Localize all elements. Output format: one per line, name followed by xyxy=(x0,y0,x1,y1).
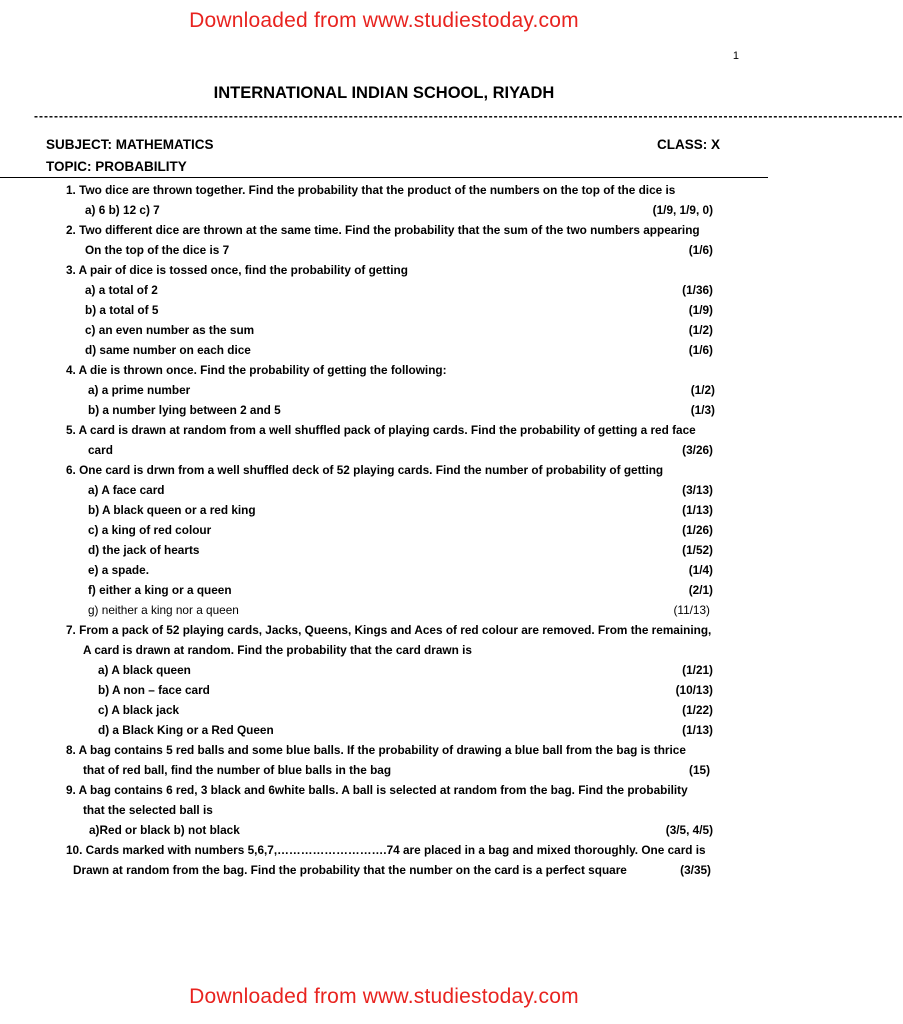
question-line xyxy=(0,680,768,700)
question-line xyxy=(0,620,768,640)
answer-text: (1/9) xyxy=(688,303,713,317)
dashed-divider: ------------------------------------------------------------------------------------------------------------------------------------------------------------------------------ xyxy=(34,109,903,123)
answer-text: (1/36) xyxy=(682,283,713,297)
answer-text: (15) xyxy=(689,763,710,777)
answer-text: (1/6) xyxy=(688,343,713,357)
question-line xyxy=(0,380,768,400)
question-line xyxy=(0,560,768,580)
answer-text: (10/13) xyxy=(675,683,713,697)
question-line xyxy=(0,820,768,840)
answer-text: (1/22) xyxy=(682,703,713,717)
question-line xyxy=(0,440,768,460)
question-text: 4. A die is thrown once. Find the probability of getting the following: xyxy=(66,363,447,377)
question-text: c) a king of red colour xyxy=(88,523,212,537)
question-line xyxy=(0,600,768,620)
answer-text: (1/2) xyxy=(690,383,715,397)
question-text: 3. A pair of dice is tossed once, find the probability of getting xyxy=(66,263,408,277)
answer-text: (3/13) xyxy=(682,483,713,497)
question-text: 10. Cards marked with numbers 5,6,7,……………………….74 are placed in a bag and mixed thoroughly. One card is xyxy=(66,843,706,857)
question-text: a) A face card xyxy=(88,483,165,497)
question-line xyxy=(0,180,768,200)
question-text: 8. A bag contains 5 red balls and some blue balls. If the probability of drawing a blue ball from the bag is thrice xyxy=(66,743,686,757)
answer-text: (1/6) xyxy=(688,243,713,257)
answer-text: (1/26) xyxy=(682,523,713,537)
question-text: e) a spade. xyxy=(88,563,149,577)
question-text: 5. A card is drawn at random from a well shuffled pack of playing cards. Find the probability of getting a red face xyxy=(66,423,696,437)
answer-text: (1/4) xyxy=(688,563,713,577)
subject-label: SUBJECT: MATHEMATICS xyxy=(46,137,214,152)
question-text: a)Red or black b) not black xyxy=(89,823,240,837)
page-number: 1 xyxy=(732,50,739,62)
question-line xyxy=(0,520,768,540)
question-text: that the selected ball is xyxy=(83,803,213,817)
question-text: d) same number on each dice xyxy=(85,343,251,357)
question-line xyxy=(0,640,768,660)
question-text: a) 6 b) 12 c) 7 xyxy=(85,203,160,217)
answer-text: (1/52) xyxy=(682,543,713,557)
answer-text: (11/13) xyxy=(673,603,710,617)
question-line xyxy=(0,860,768,880)
question-line xyxy=(0,540,768,560)
question-line xyxy=(0,280,768,300)
answer-text: (3/5, 4/5) xyxy=(665,823,713,837)
question-text: 6. One card is drwn from a well shuffled deck of 52 playing cards. Find the number of probability of getting xyxy=(66,463,664,477)
question-line xyxy=(0,240,768,260)
question-line xyxy=(0,580,768,600)
answer-text: (1/9, 1/9, 0) xyxy=(652,203,713,217)
question-line xyxy=(0,420,768,440)
question-text: b) A non – face card xyxy=(98,683,210,697)
answer-text: (2/1) xyxy=(688,583,713,597)
question-text: g) neither a king nor a queen xyxy=(88,603,239,617)
answer-text: (1/13) xyxy=(682,503,713,517)
question-line xyxy=(0,840,768,860)
question-line xyxy=(0,500,768,520)
question-text: A card is drawn at random. Find the probability that the card drawn is xyxy=(83,643,472,657)
download-banner-bottom[interactable]: Downloaded from www.studiestoday.com xyxy=(189,985,579,1008)
answer-text: (1/13) xyxy=(682,723,713,737)
question-line xyxy=(0,400,768,420)
question-line xyxy=(0,340,768,360)
question-text: a) a prime number xyxy=(88,383,191,397)
question-line xyxy=(0,480,768,500)
topic-label: TOPIC: PROBABILITY xyxy=(46,159,187,174)
question-line xyxy=(0,660,768,680)
question-line xyxy=(0,360,768,380)
question-text: b) a number lying between 2 and 5 xyxy=(88,403,281,417)
question-line xyxy=(0,780,768,800)
question-line xyxy=(0,740,768,760)
question-text: that of red ball, find the number of blue balls in the bag xyxy=(83,763,392,777)
question-text: 2. Two different dice are thrown at the same time. Find the probability that the sum of the two numbers appearing xyxy=(66,223,700,237)
question-line xyxy=(0,720,768,740)
answer-text: (3/35) xyxy=(680,863,711,877)
answer-text: (3/26) xyxy=(682,443,713,457)
question-line xyxy=(0,200,768,220)
question-line xyxy=(0,460,768,480)
question-text: On the top of the dice is 7 xyxy=(85,243,230,257)
question-text: c) an even number as the sum xyxy=(85,323,255,337)
class-label: CLASS: X xyxy=(656,137,720,152)
question-text: d) a Black King or a Red Queen xyxy=(98,723,274,737)
question-text: f) either a king or a queen xyxy=(88,583,232,597)
question-text: d) the jack of hearts xyxy=(88,543,200,557)
question-line xyxy=(0,260,768,280)
question-line xyxy=(0,220,768,240)
question-text: a) a total of 2 xyxy=(85,283,158,297)
question-line xyxy=(0,300,768,320)
school-title: INTERNATIONAL INDIAN SCHOOL, RIYADH xyxy=(213,84,555,102)
question-text: b) A black queen or a red king xyxy=(88,503,256,517)
question-text: card xyxy=(88,443,113,457)
question-list xyxy=(0,180,768,880)
download-banner-top[interactable]: Downloaded from www.studiestoday.com xyxy=(189,9,579,32)
question-text: 7. From a pack of 52 playing cards, Jacks, Queens, Kings and Aces of red colour are removed. From the remaining, xyxy=(66,623,712,637)
question-text: Drawn at random from the bag. Find the probability that the number on the card is a perfect square xyxy=(73,863,627,877)
question-line xyxy=(0,800,768,820)
question-text: c) A black jack xyxy=(98,703,180,717)
answer-text: (1/2) xyxy=(688,323,713,337)
question-line xyxy=(0,320,768,340)
question-text: b) a total of 5 xyxy=(85,303,159,317)
answer-text: (1/3) xyxy=(690,403,715,417)
answer-text: (1/21) xyxy=(682,663,713,677)
question-line xyxy=(0,700,768,720)
question-text: a) A black queen xyxy=(98,663,191,677)
header-divider xyxy=(0,177,768,178)
question-line xyxy=(0,760,768,780)
question-text: 9. A bag contains 6 red, 3 black and 6white balls. A ball is selected at random from the bag. Find the probability xyxy=(66,783,688,797)
question-text: 1. Two dice are thrown together. Find the probability that the product of the numbers on the top of the dice is xyxy=(66,183,676,197)
